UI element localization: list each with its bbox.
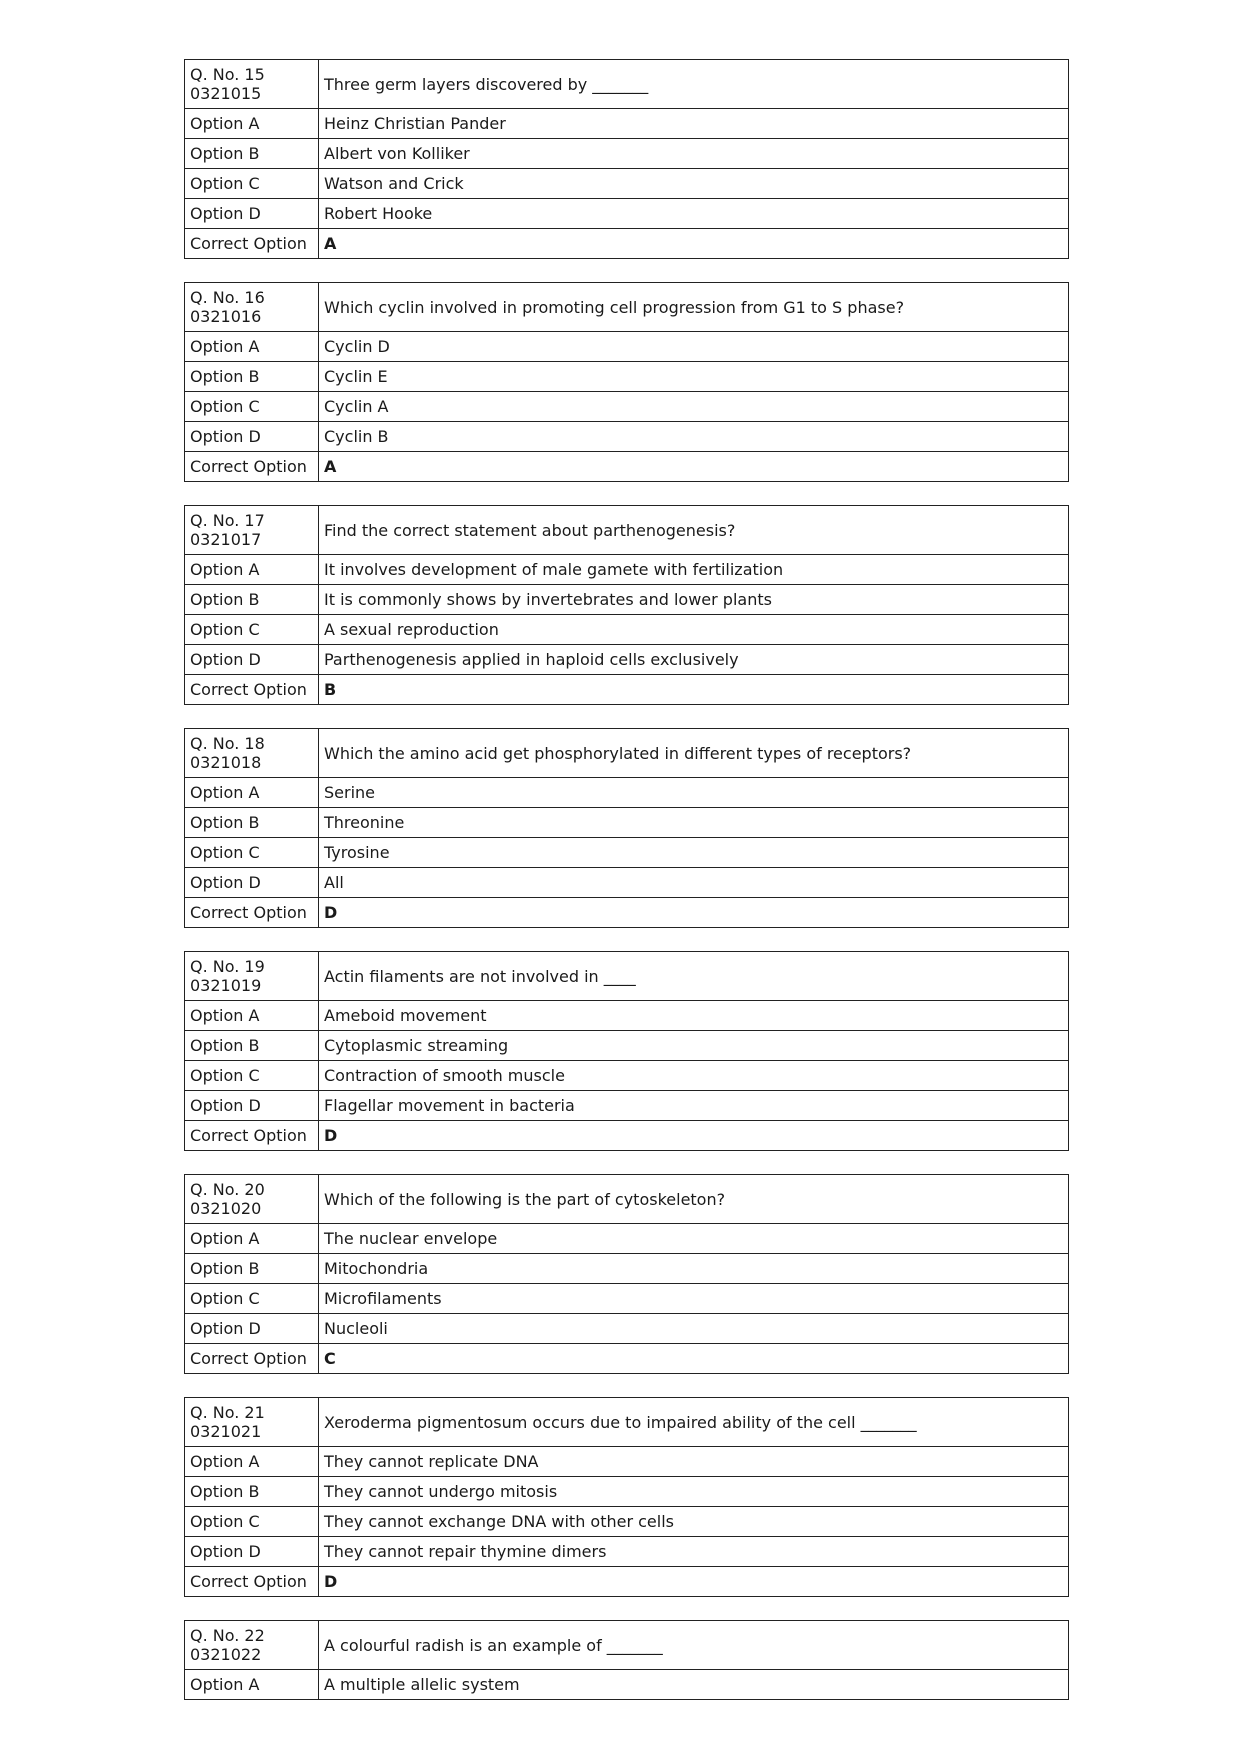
correct-option-row — [185, 229, 1069, 259]
question-code: 0321015 — [190, 84, 262, 103]
option-text: Microfilaments — [319, 1284, 1069, 1314]
correct-option-value: C — [319, 1344, 1069, 1374]
question-code: 0321016 — [190, 307, 262, 326]
option-row-c — [185, 1061, 1069, 1091]
option-label: Option D — [185, 1314, 319, 1344]
correct-option-row — [185, 675, 1069, 705]
question-code: 0321022 — [190, 1645, 262, 1664]
option-text: Heinz Christian Pander — [319, 109, 1069, 139]
question-code: 0321020 — [190, 1199, 262, 1218]
question-code: 0321018 — [190, 753, 262, 772]
option-text: Cyclin A — [319, 392, 1069, 422]
option-label: Option A — [185, 555, 319, 585]
question-number: Q. No. 20 — [190, 1180, 265, 1199]
correct-option-label: Correct Option — [185, 675, 319, 705]
correct-option-label: Correct Option — [185, 452, 319, 482]
question-block — [184, 505, 1069, 705]
option-row-d — [185, 1314, 1069, 1344]
question-header-row — [185, 729, 1069, 778]
option-row-d — [185, 199, 1069, 229]
option-label: Option C — [185, 1061, 319, 1091]
correct-option-row — [185, 1344, 1069, 1374]
option-label: Option D — [185, 199, 319, 229]
option-label: Option B — [185, 139, 319, 169]
option-label: Option B — [185, 808, 319, 838]
question-header-row — [185, 283, 1069, 332]
correct-option-value: B — [319, 675, 1069, 705]
option-row-b — [185, 1477, 1069, 1507]
option-label: Option D — [185, 868, 319, 898]
correct-option-label: Correct Option — [185, 1567, 319, 1597]
option-label: Option C — [185, 1507, 319, 1537]
option-label: Option C — [185, 169, 319, 199]
option-label: Option A — [185, 1447, 319, 1477]
option-row-a — [185, 332, 1069, 362]
option-text: Flagellar movement in bacteria — [319, 1091, 1069, 1121]
option-row-b — [185, 808, 1069, 838]
option-row-c — [185, 169, 1069, 199]
question-id-cell — [185, 729, 319, 778]
option-label: Option D — [185, 422, 319, 452]
option-text: Contraction of smooth muscle — [319, 1061, 1069, 1091]
question-text: Three germ layers discovered by _______ — [319, 60, 1069, 109]
option-text: They cannot undergo mitosis — [319, 1477, 1069, 1507]
question-number: Q. No. 22 — [190, 1626, 265, 1645]
correct-option-label: Correct Option — [185, 1121, 319, 1151]
question-code: 0321017 — [190, 530, 262, 549]
option-text: They cannot exchange DNA with other cells — [319, 1507, 1069, 1537]
option-label: Option B — [185, 1254, 319, 1284]
option-label: Option C — [185, 392, 319, 422]
option-row-c — [185, 1507, 1069, 1537]
option-row-d — [185, 1091, 1069, 1121]
option-row-d — [185, 645, 1069, 675]
option-row-d — [185, 868, 1069, 898]
option-row-a — [185, 778, 1069, 808]
question-sheet — [184, 59, 1068, 1723]
question-id-cell — [185, 1621, 319, 1670]
option-text: Cyclin B — [319, 422, 1069, 452]
question-id-cell — [185, 952, 319, 1001]
option-label: Option D — [185, 1537, 319, 1567]
question-number: Q. No. 17 — [190, 511, 265, 530]
question-code: 0321021 — [190, 1422, 262, 1441]
option-text: Nucleoli — [319, 1314, 1069, 1344]
option-label: Option C — [185, 1284, 319, 1314]
option-label: Option A — [185, 778, 319, 808]
correct-option-label: Correct Option — [185, 898, 319, 928]
option-text: Cyclin E — [319, 362, 1069, 392]
option-text: Cyclin D — [319, 332, 1069, 362]
correct-option-row — [185, 1567, 1069, 1597]
question-header-row — [185, 506, 1069, 555]
question-number: Q. No. 21 — [190, 1403, 265, 1422]
option-label: Option B — [185, 585, 319, 615]
question-text: Xeroderma pigmentosum occurs due to impaired ability of the cell _______ — [319, 1398, 1069, 1447]
option-row-a — [185, 1224, 1069, 1254]
question-block — [184, 59, 1069, 259]
option-row-a — [185, 1447, 1069, 1477]
question-number: Q. No. 19 — [190, 957, 265, 976]
option-text: All — [319, 868, 1069, 898]
correct-option-row — [185, 452, 1069, 482]
option-label: Option D — [185, 1091, 319, 1121]
question-id-cell — [185, 1398, 319, 1447]
correct-option-label: Correct Option — [185, 229, 319, 259]
question-block — [184, 951, 1069, 1151]
option-label: Option B — [185, 1031, 319, 1061]
question-text: Which of the following is the part of cytoskeleton? — [319, 1175, 1069, 1224]
correct-option-value: A — [319, 229, 1069, 259]
question-id-cell — [185, 1175, 319, 1224]
question-text: Which the amino acid get phosphorylated in different types of receptors? — [319, 729, 1069, 778]
option-text: Mitochondria — [319, 1254, 1069, 1284]
correct-option-value: D — [319, 1567, 1069, 1597]
option-row-a — [185, 109, 1069, 139]
question-block — [184, 282, 1069, 482]
option-row-b — [185, 139, 1069, 169]
question-header-row — [185, 1621, 1069, 1670]
correct-option-row — [185, 898, 1069, 928]
correct-option-value: A — [319, 452, 1069, 482]
option-label: Option A — [185, 1001, 319, 1031]
option-row-b — [185, 585, 1069, 615]
option-text: Watson and Crick — [319, 169, 1069, 199]
question-code: 0321019 — [190, 976, 262, 995]
question-header-row — [185, 1398, 1069, 1447]
correct-option-value: D — [319, 898, 1069, 928]
question-block — [184, 1397, 1069, 1597]
option-text: Serine — [319, 778, 1069, 808]
option-text: They cannot repair thymine dimers — [319, 1537, 1069, 1567]
option-row-b — [185, 362, 1069, 392]
option-row-c — [185, 1284, 1069, 1314]
option-label: Option B — [185, 362, 319, 392]
option-label: Option A — [185, 1224, 319, 1254]
correct-option-value: D — [319, 1121, 1069, 1151]
option-row-d — [185, 422, 1069, 452]
option-row-a — [185, 1001, 1069, 1031]
question-text: A colourful radish is an example of _______ — [319, 1621, 1069, 1670]
question-id-cell — [185, 506, 319, 555]
question-header-row — [185, 60, 1069, 109]
option-text: They cannot replicate DNA — [319, 1447, 1069, 1477]
option-text: The nuclear envelope — [319, 1224, 1069, 1254]
option-text: A sexual reproduction — [319, 615, 1069, 645]
correct-option-label: Correct Option — [185, 1344, 319, 1374]
question-text: Which cyclin involved in promoting cell progression from G1 to S phase? — [319, 283, 1069, 332]
question-id-cell — [185, 60, 319, 109]
option-label: Option D — [185, 645, 319, 675]
question-number: Q. No. 16 — [190, 288, 265, 307]
option-row-c — [185, 838, 1069, 868]
option-label: Option B — [185, 1477, 319, 1507]
option-text: Robert Hooke — [319, 199, 1069, 229]
question-number: Q. No. 15 — [190, 65, 265, 84]
question-header-row — [185, 952, 1069, 1001]
option-row-c — [185, 615, 1069, 645]
question-text: Actin filaments are not involved in ____ — [319, 952, 1069, 1001]
option-label: Option A — [185, 109, 319, 139]
question-block — [184, 1174, 1069, 1374]
question-block — [184, 1620, 1069, 1700]
question-number: Q. No. 18 — [190, 734, 265, 753]
option-label: Option A — [185, 1670, 319, 1700]
option-row-b — [185, 1254, 1069, 1284]
option-text: Ameboid movement — [319, 1001, 1069, 1031]
question-id-cell — [185, 283, 319, 332]
option-text: It is commonly shows by invertebrates and lower plants — [319, 585, 1069, 615]
option-row-b — [185, 1031, 1069, 1061]
option-text: Parthenogenesis applied in haploid cells exclusively — [319, 645, 1069, 675]
option-label: Option A — [185, 332, 319, 362]
option-text: Albert von Kolliker — [319, 139, 1069, 169]
option-row-c — [185, 392, 1069, 422]
option-text: Tyrosine — [319, 838, 1069, 868]
option-label: Option C — [185, 615, 319, 645]
option-text: A multiple allelic system — [319, 1670, 1069, 1700]
question-header-row — [185, 1175, 1069, 1224]
option-text: Threonine — [319, 808, 1069, 838]
correct-option-row — [185, 1121, 1069, 1151]
question-block — [184, 728, 1069, 928]
question-text: Find the correct statement about parthenogenesis? — [319, 506, 1069, 555]
option-label: Option C — [185, 838, 319, 868]
option-row-a — [185, 555, 1069, 585]
option-row-d — [185, 1537, 1069, 1567]
option-text: Cytoplasmic streaming — [319, 1031, 1069, 1061]
option-text: It involves development of male gamete with fertilization — [319, 555, 1069, 585]
option-row-a — [185, 1670, 1069, 1700]
